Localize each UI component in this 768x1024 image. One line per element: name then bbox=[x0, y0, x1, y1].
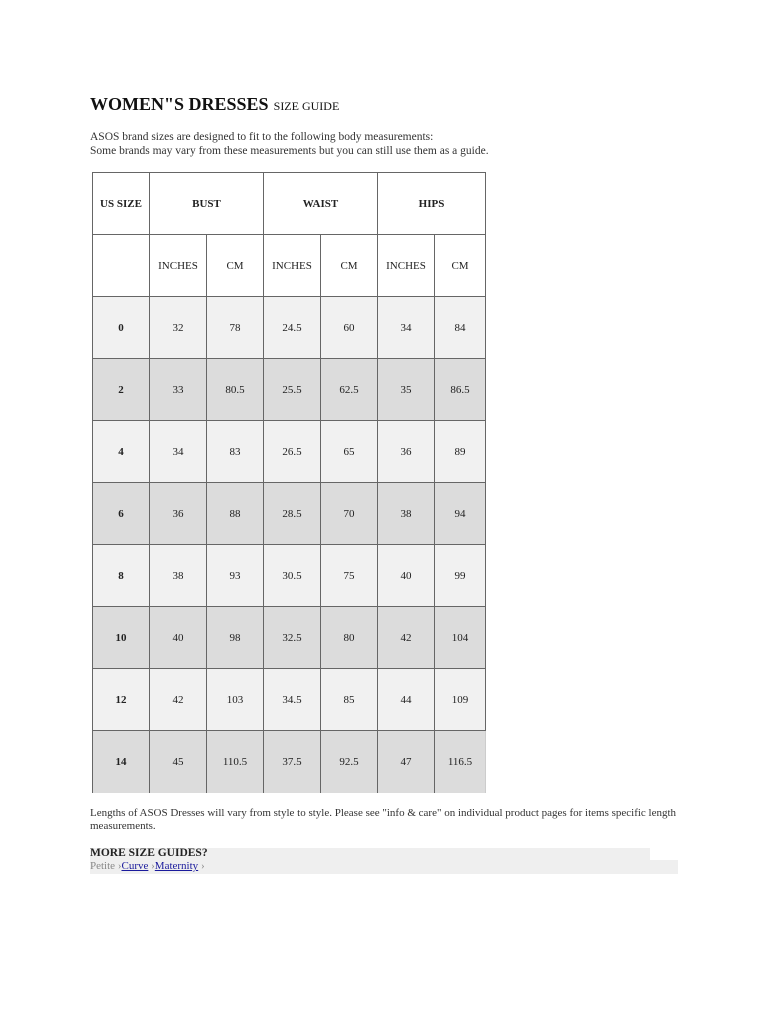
waist-inches-cell: 24.5 bbox=[264, 297, 321, 359]
size-cell: 0 bbox=[93, 297, 150, 359]
hips-inches-cell: 40 bbox=[378, 545, 435, 607]
waist-cm-cell: 75 bbox=[321, 545, 378, 607]
more-guides-title: MORE SIZE GUIDES? bbox=[90, 847, 208, 859]
header-waist: WAIST bbox=[264, 173, 378, 235]
bust-inches-cell: 40 bbox=[150, 607, 207, 669]
bust-cm-cell: 93 bbox=[207, 545, 264, 607]
hips-cm-cell: 109 bbox=[435, 669, 486, 731]
hips-cm-cell: 84 bbox=[435, 297, 486, 359]
header-us-size: US SIZE bbox=[93, 173, 150, 235]
header-row-groups bbox=[93, 173, 486, 235]
waist-inches-cell: 34.5 bbox=[264, 669, 321, 731]
link-maternity[interactable]: Maternity bbox=[154, 860, 199, 872]
hips-inches-cell: 36 bbox=[378, 421, 435, 483]
link-petite[interactable]: Petite bbox=[90, 860, 116, 872]
hips-cm-cell: 116.5 bbox=[435, 731, 486, 793]
hips-cm-cell: 94 bbox=[435, 483, 486, 545]
table-row bbox=[93, 297, 486, 359]
waist-inches-cell: 25.5 bbox=[264, 359, 321, 421]
page-title-main: WOMEN"S DRESSES bbox=[90, 94, 269, 114]
intro-text bbox=[90, 130, 489, 158]
header-waist-inches: INCHES bbox=[264, 235, 321, 297]
waist-cm-cell: 65 bbox=[321, 421, 378, 483]
table-row bbox=[93, 669, 486, 731]
size-guide-links bbox=[90, 860, 205, 872]
waist-cm-cell: 70 bbox=[321, 483, 378, 545]
table-row bbox=[93, 483, 486, 545]
hips-inches-cell: 47 bbox=[378, 731, 435, 793]
waist-cm-cell: 62.5 bbox=[321, 359, 378, 421]
bust-cm-cell: 88 bbox=[207, 483, 264, 545]
waist-inches-cell: 32.5 bbox=[264, 607, 321, 669]
bust-inches-cell: 45 bbox=[150, 731, 207, 793]
bust-cm-cell: 83 bbox=[207, 421, 264, 483]
bust-cm-cell: 78 bbox=[207, 297, 264, 359]
bust-cm-cell: 103 bbox=[207, 669, 264, 731]
waist-cm-cell: 80 bbox=[321, 607, 378, 669]
bust-cm-cell: 98 bbox=[207, 607, 264, 669]
bust-inches-cell: 38 bbox=[150, 545, 207, 607]
link-curve[interactable]: Curve bbox=[121, 860, 149, 872]
header-hips-inches: INCHES bbox=[378, 235, 435, 297]
intro-line-1: ASOS brand sizes are designed to fit to the following body measurements: bbox=[90, 131, 434, 143]
page-title bbox=[90, 94, 339, 115]
link-separator: › bbox=[198, 860, 205, 872]
size-table bbox=[92, 172, 486, 793]
bust-cm-cell: 80.5 bbox=[207, 359, 264, 421]
page-title-sub: SIZE GUIDE bbox=[273, 99, 340, 113]
waist-inches-cell: 28.5 bbox=[264, 483, 321, 545]
waist-cm-cell: 60 bbox=[321, 297, 378, 359]
hips-inches-cell: 38 bbox=[378, 483, 435, 545]
link-separator: › bbox=[148, 860, 155, 872]
waist-cm-cell: 85 bbox=[321, 669, 378, 731]
hips-inches-cell: 44 bbox=[378, 669, 435, 731]
hips-cm-cell: 86.5 bbox=[435, 359, 486, 421]
bust-inches-cell: 42 bbox=[150, 669, 207, 731]
header-bust: BUST bbox=[150, 173, 264, 235]
hips-inches-cell: 42 bbox=[378, 607, 435, 669]
hips-cm-cell: 99 bbox=[435, 545, 486, 607]
size-cell: 2 bbox=[93, 359, 150, 421]
bust-inches-cell: 33 bbox=[150, 359, 207, 421]
size-cell: 4 bbox=[93, 421, 150, 483]
header-hips-cm: CM bbox=[435, 235, 486, 297]
waist-inches-cell: 37.5 bbox=[264, 731, 321, 793]
size-cell: 14 bbox=[93, 731, 150, 793]
waist-inches-cell: 26.5 bbox=[264, 421, 321, 483]
hips-inches-cell: 34 bbox=[378, 297, 435, 359]
waist-inches-cell: 30.5 bbox=[264, 545, 321, 607]
table-row bbox=[93, 731, 486, 793]
header-row-units bbox=[93, 235, 486, 297]
bust-cm-cell: 110.5 bbox=[207, 731, 264, 793]
size-cell: 8 bbox=[93, 545, 150, 607]
header-bust-inches: INCHES bbox=[150, 235, 207, 297]
header-empty-cell bbox=[93, 235, 150, 297]
link-separator: › bbox=[115, 860, 122, 872]
bust-inches-cell: 36 bbox=[150, 483, 207, 545]
header-bust-cm: CM bbox=[207, 235, 264, 297]
hips-cm-cell: 89 bbox=[435, 421, 486, 483]
length-note: Lengths of ASOS Dresses will vary from style to style. Please see "info & care" on individual product pages for items specific length measurements. bbox=[90, 807, 677, 832]
table-row bbox=[93, 545, 486, 607]
waist-cm-cell: 92.5 bbox=[321, 731, 378, 793]
hips-inches-cell: 35 bbox=[378, 359, 435, 421]
table-row bbox=[93, 607, 486, 669]
hips-cm-cell: 104 bbox=[435, 607, 486, 669]
table-row bbox=[93, 359, 486, 421]
bust-inches-cell: 32 bbox=[150, 297, 207, 359]
header-waist-cm: CM bbox=[321, 235, 378, 297]
intro-line-2: Some brands may vary from these measurements but you can still use them as a guide. bbox=[90, 145, 489, 157]
size-cell: 10 bbox=[93, 607, 150, 669]
header-hips: HIPS bbox=[378, 173, 486, 235]
size-cell: 6 bbox=[93, 483, 150, 545]
size-cell: 12 bbox=[93, 669, 150, 731]
bust-inches-cell: 34 bbox=[150, 421, 207, 483]
table-row bbox=[93, 421, 486, 483]
